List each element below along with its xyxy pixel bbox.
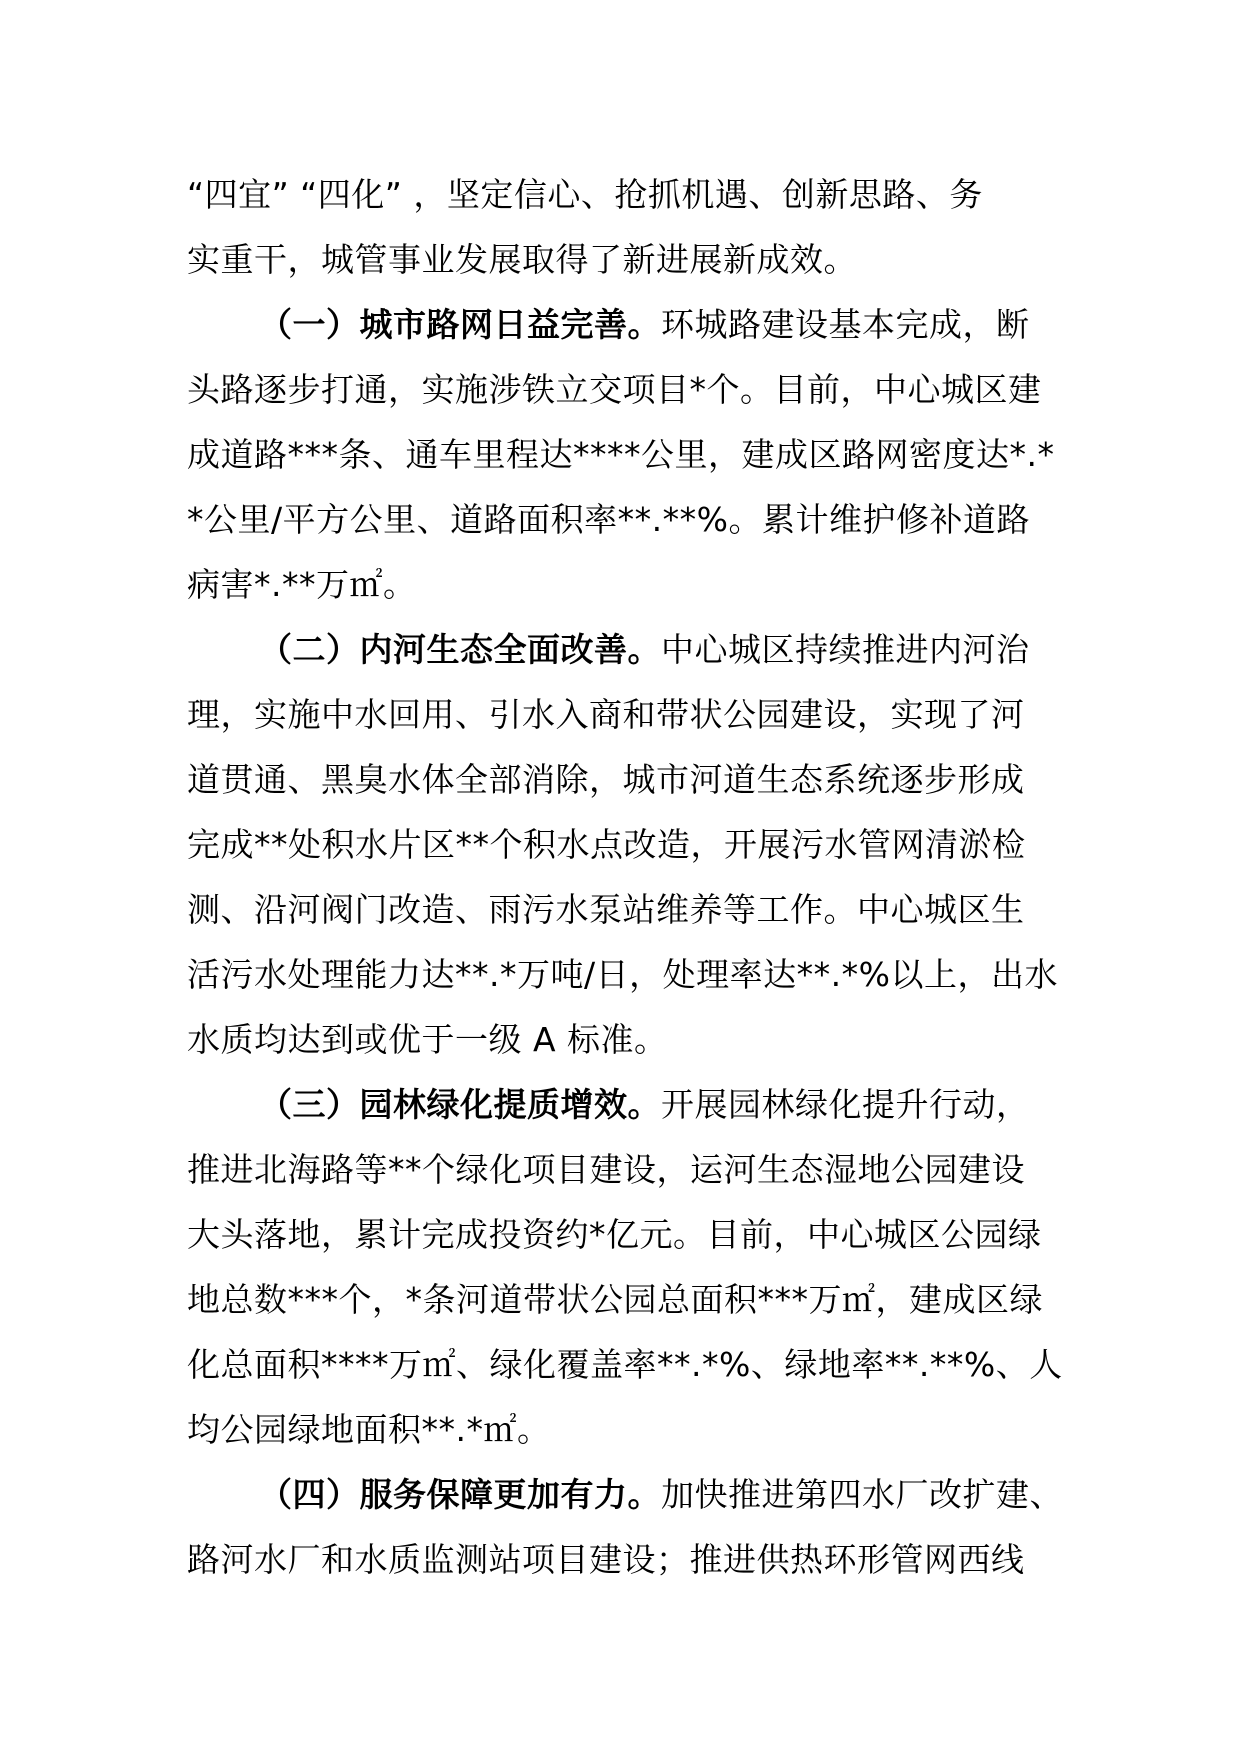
section-1-heading: （一）城市路网日益完善。 [259, 305, 661, 344]
paragraph-line: 大头落地，累计完成投资约*亿元。目前，中心城区公园绿 [187, 1215, 1042, 1254]
paragraph-line: 成道路***条、通车里程达****公里，建成区路网密度达*.* [187, 435, 1055, 474]
paragraph-line: 实重干，城管事业发展取得了新进展新成效。 [187, 240, 857, 279]
paragraph-line: 地总数***个，*条河道带状公园总面积***万㎡，建成区绿 [187, 1280, 1043, 1319]
paragraph-line: 理，实施中水回用、引水入商和带状公园建设，实现了河 [187, 695, 1025, 734]
section-2-heading: （二）内河生态全面改善。 [259, 630, 661, 669]
section-4-lead-text: 加快推进第四水厂改扩建、 [661, 1475, 1063, 1514]
paragraph-line: 完成**处积水片区**个积水点改造，开展污水管网清淤检 [187, 825, 1026, 864]
section-4-first-line [187, 1462, 1063, 1527]
paragraph-line: 活污水处理能力达**.*万吨/日，处理率达**.*%以上，出水 [187, 955, 1058, 994]
section-2-lead-text: 中心城区持续推进内河治 [661, 630, 1030, 669]
paragraph-line: 病害*.**万㎡。 [187, 565, 417, 604]
section-2-first-line [187, 617, 1057, 682]
paragraph-line: *公里/平方公里、道路面积率**.**%。累计维护修补道路 [187, 500, 1030, 539]
section-3-first-line [187, 1072, 1057, 1137]
paragraph-line: 水质均达到或优于一级 A 标准。 [187, 1020, 668, 1059]
section-1-first-line [187, 292, 1057, 357]
paragraph-line: 路河水厂和水质监测站项目建设；推进供热环形管网西线 [187, 1540, 1025, 1579]
paragraph-line: 道贯通、黑臭水体全部消除，城市河道生态系统逐步形成 [187, 760, 1025, 799]
body-text [187, 162, 1063, 1592]
paragraph-line: 化总面积****万㎡、绿化覆盖率**.*%、绿地率**.**%、人 [187, 1345, 1063, 1384]
paragraph-line: 推进北海路等**个绿化项目建设，运河生态湿地公园建设 [187, 1150, 1025, 1189]
paragraph-line: 均公园绿地面积**.*㎡。 [187, 1410, 551, 1449]
paragraph-line: 头路逐步打通，实施涉铁立交项目*个。目前，中心城区建 [187, 370, 1042, 409]
section-3-heading: （三）园林绿化提质增效。 [259, 1085, 661, 1124]
section-4-heading: （四）服务保障更加有力。 [259, 1475, 661, 1514]
paragraph-line: “四宜” “四化” ，坚定信心、抢抓机遇、创新思路、务 [187, 175, 983, 214]
paragraph-line: 测、沿河阀门改造、雨污水泵站维养等工作。中心城区生 [187, 890, 1025, 929]
section-3-lead-text: 开展园林绿化提升行动， [661, 1085, 1030, 1124]
section-1-lead-text: 环城路建设基本完成，断 [661, 305, 1030, 344]
